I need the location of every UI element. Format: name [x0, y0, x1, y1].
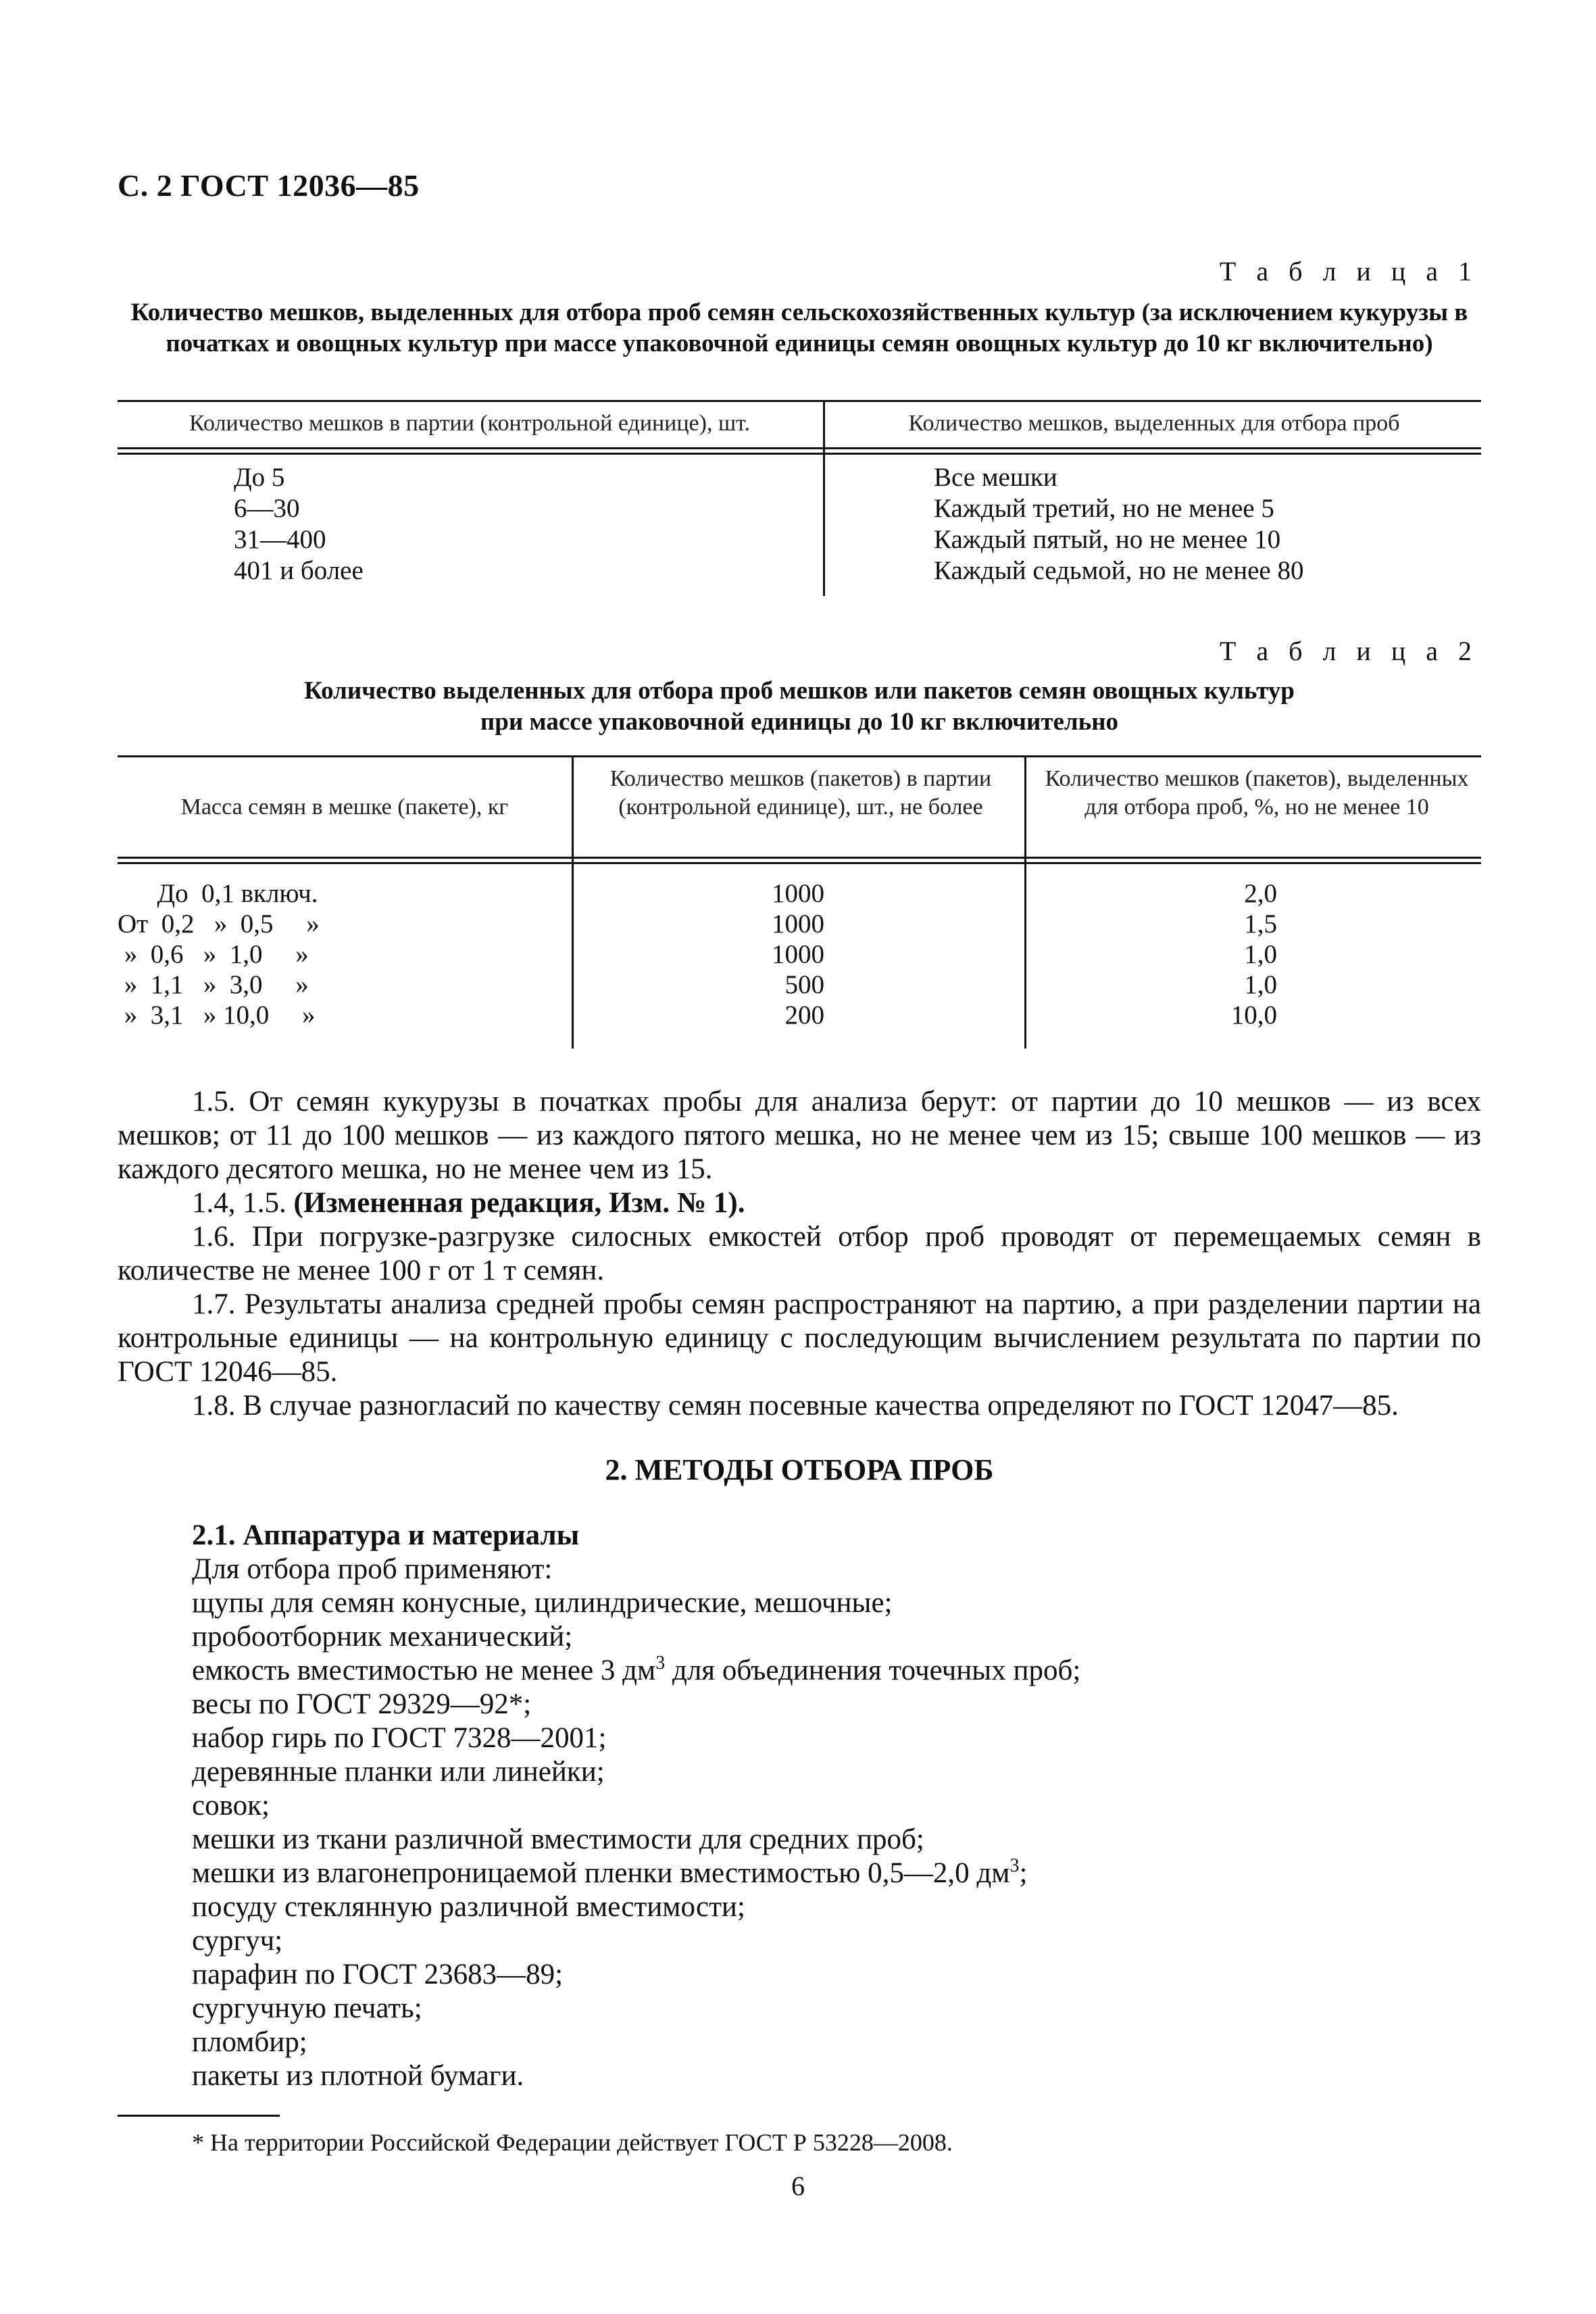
list-item: набор гирь по ГОСТ 7328—2001; [192, 1722, 607, 1754]
list-item: парафин по ГОСТ 23683—89; [192, 1959, 564, 1990]
table-cell: 6—30 [234, 494, 300, 523]
paragraph-1-5: 1.5. От семян кукурузы в початках пробы для анализа берут: от партии до 10 мешков — из всех мешков; от 11 до 100 мешков — из каждого пятого мешка, но не менее чем из 15; свыше 100 мешков — из каждого десятого мешка, но не менее чем из 15. [118, 1086, 1481, 1185]
list-item: весы по ГОСТ 29329—92*; [192, 1688, 532, 1720]
footnote-divider [118, 2115, 280, 2117]
list-item: мешки из ткани различной вместимости для средних проб; [192, 1823, 924, 1855]
table-cell: 1,5 [1244, 909, 1277, 938]
list-item: щупы для семян конусные, цилиндрические, мешочные; [192, 1587, 893, 1619]
table-cell: 1000 [772, 879, 824, 908]
list-item: мешки из влагонепроницаемой пленки вместимостью 0,5—2,0 $дм^3$; [192, 1855, 1028, 1889]
table2-title: Количество выделенных для отбора проб мешков или пакетов семян овощных культур при массе упаковочной единицы до 10 кг включительно [304, 677, 1295, 736]
list-item: пробоотборник механический; [192, 1621, 573, 1653]
paragraph-1-8: 1.8. В случае разногласий по качеству семян посевные качества определяют по ГОСТ 12047—85. [192, 1390, 1399, 1422]
paragraph-amendment: 1.4, 1.5. (Измененная редакция, Изм. № 1). [192, 1187, 745, 1219]
table-cell: До 5 [234, 463, 285, 492]
table-cell: » 0,6 » 1,0 » [118, 940, 309, 969]
subsection-2-1-title: 2.1. Аппаратура и материалы [192, 1519, 580, 1551]
table-cell: » 3,1 » 10,0 » [118, 1001, 316, 1030]
page-header: С. 2 ГОСТ 12036—85 [118, 168, 420, 203]
list-item: совок; [192, 1790, 270, 1821]
list-item: деревянные планки или линейки; [192, 1756, 605, 1788]
table2-label: Т а б л и ц а 2 [1219, 636, 1478, 666]
table1-title: Количество мешков, выделенных для отбора проб семян сельскохозяйственных культур (за исключением кукурузы в початках и овощных культур при массе упаковочной единицы семян овощных культур до 10 кг включительно) [130, 299, 1468, 357]
list-item: пакеты из плотной бумаги. [192, 2060, 524, 2092]
table-cell: 1,0 [1244, 940, 1277, 969]
table2-header-mass: Масса семян в мешке (пакете), кг [180, 795, 509, 820]
paragraph-1-6: 1.6. При погрузке-разгрузке силосных емкостей отбор проб проводят от перемещаемых семян в количестве не менее 100 г от 1 т семян. [118, 1221, 1481, 1286]
footnote: * На территории Российской Федерации действует ГОСТ Р 53228—2008. [192, 2129, 953, 2156]
paragraph-1-7: 1.7. Результаты анализа средней пробы семян распространяют на партию, а при разделении партии на контрольные единицы — на контрольную единицу с последующим вычислением результата по партии по ГОСТ 12046—85. [118, 1288, 1481, 1388]
table-cell: От 0,2 » 0,5 » [118, 909, 320, 938]
table1-label: Т а б л и ц а 1 [1219, 256, 1478, 286]
list-item: емкость вместимостью не менее 3 $дм^3$ для объединения точечных проб; [192, 1653, 1081, 1686]
list-item: сургучную печать; [192, 1992, 422, 2024]
table-cell: 1,0 [1244, 970, 1277, 999]
table-cell: 200 [784, 1001, 824, 1030]
table2-header-bags-in-lot: Количество мешков (пакетов) в партии (контрольной единице), шт., не более [609, 766, 992, 820]
table-cell: 500 [784, 970, 824, 999]
table-cell: 1000 [772, 940, 824, 969]
table-cell: 10,0 [1230, 1001, 1277, 1030]
page-number: 6 [791, 2171, 805, 2201]
list-item: сургуч; [192, 1925, 283, 1957]
table-cell: 1000 [772, 909, 824, 938]
table-cell: Каждый седьмой, но не менее 80 [934, 556, 1304, 585]
list-item: посуду стеклянную различной вместимости; [192, 1891, 745, 1923]
table2-header-bags-sampled-percent: Количество мешков (пакетов), выделенных для отбора проб, %, но не менее 10 [1045, 766, 1469, 820]
section-2-title: 2. МЕТОДЫ ОТБОРА ПРОБ [605, 1453, 994, 1486]
list-intro: Для отбора проб применяют: [192, 1553, 553, 1585]
table1-header-bags-in-lot: Количество мешков в партии (контрольной единице), шт. [189, 411, 750, 436]
table-cell: Все мешки [934, 463, 1057, 492]
table-cell: До 0,1 включ. [118, 879, 318, 908]
table-cell: Каждый пятый, но не менее 10 [934, 525, 1281, 554]
table-cell: » 1,1 » 3,0 » [118, 970, 309, 999]
table-cell: 2,0 [1244, 879, 1277, 908]
table-cell: 401 и более [234, 556, 364, 585]
table-cell: Каждый третий, но не менее 5 [934, 494, 1274, 523]
list-item: пломбир; [192, 2026, 307, 2058]
table1-header-bags-sampled: Количество мешков, выделенных для отбора проб [908, 411, 1400, 436]
table-cell: 31—400 [234, 525, 326, 554]
